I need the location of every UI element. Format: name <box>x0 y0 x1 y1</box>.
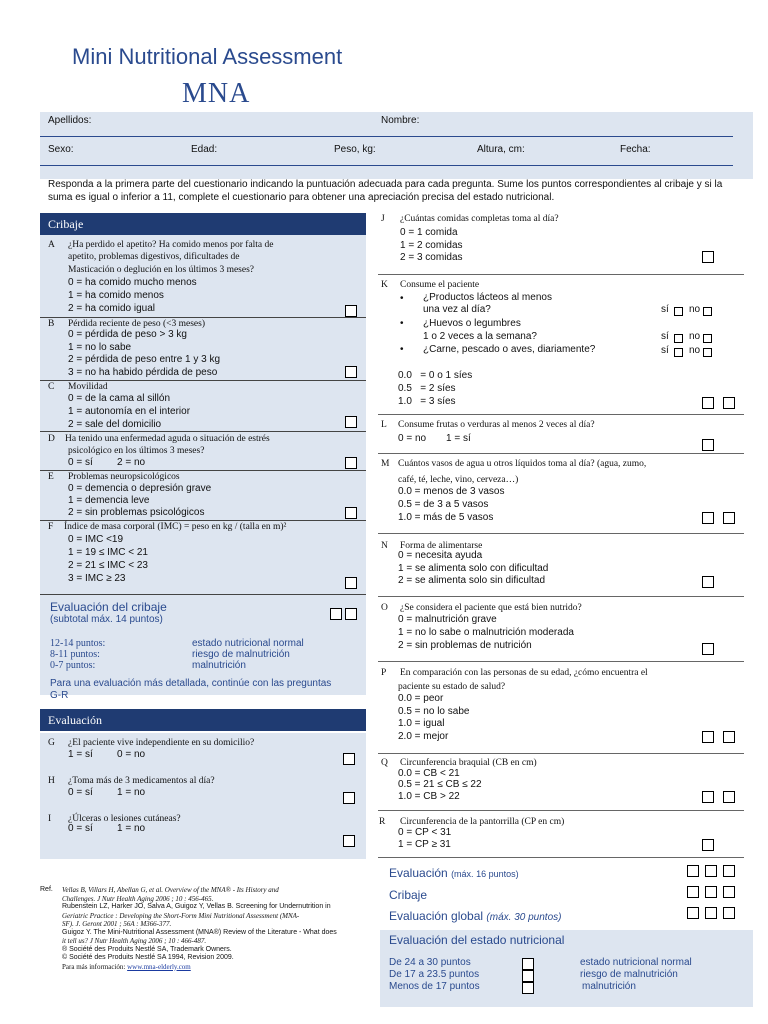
q-f-option-2: 2 = 21 ≤ IMC < 23 <box>68 560 148 571</box>
q-a-text-3: Masticación o deglución en los últimos 3 meses? <box>68 265 255 275</box>
cribaje-note-1: Para una evaluación más detallada, continúe con las preguntas <box>50 678 332 689</box>
edad-label: Edad: <box>191 144 218 155</box>
q-j-letter: J <box>381 214 385 224</box>
q-k-option-2: 1.0 = 3 síes <box>398 396 456 407</box>
q-g-option-1: 0 = no <box>117 749 146 760</box>
q-h-option-1: 1 = no <box>117 787 146 798</box>
eval-total-title: Evaluación <box>389 866 448 880</box>
q-j-option-0: 0 = 1 comida <box>400 227 458 238</box>
score-box-m-2[interactable] <box>723 512 735 524</box>
q-d-text-2: psicológico en los últimos 3 meses? <box>68 446 205 456</box>
score-box-q-1[interactable] <box>702 791 714 803</box>
estado-result-1: estado nutricional normal <box>580 957 692 968</box>
checkbox-k3-si[interactable] <box>674 348 683 357</box>
q-i-option-1: 1 = no <box>117 823 146 834</box>
score-box-cribaje-2[interactable] <box>345 608 357 620</box>
score-box-k-2[interactable] <box>723 397 735 409</box>
q-k-option-0: 0.0 = 0 o 1 síes <box>398 370 473 381</box>
estado-range-3: Menos de 17 puntos <box>389 981 480 992</box>
score-box-e[interactable] <box>345 507 357 519</box>
score-box-l[interactable] <box>702 439 714 451</box>
score-box-r[interactable] <box>702 839 714 851</box>
id-rule-2 <box>40 165 733 166</box>
score-box-g[interactable] <box>343 753 355 765</box>
q-b-option-0: 0 = pérdida de peso > 3 kg <box>68 329 187 340</box>
q-b-letter: B <box>48 319 55 329</box>
score-box-p-2[interactable] <box>723 731 735 743</box>
q-p-text-1: En comparación con las personas de su edad, ¿cómo encuentra el <box>400 668 648 678</box>
q-l-text: Consume frutas o verduras al menos 2 veces al día? <box>398 420 595 430</box>
q-c-option-2: 2 = sale del domicilio <box>68 419 162 430</box>
checkbox-k3-no[interactable] <box>703 348 712 357</box>
id-rule-1 <box>40 136 733 137</box>
q-c-letter: C <box>48 382 55 392</box>
q-k-item-1a: ¿Productos lácteos al menos <box>423 292 552 303</box>
checkbox-k2-si[interactable] <box>674 334 683 343</box>
q-m-option-2: 1.0 = más de 5 vasos <box>398 512 494 523</box>
q-q-option-0: 0.0 = CB < 21 <box>398 768 460 779</box>
q-b-option-2: 2 = pérdida de peso entre 1 y 3 kg <box>68 354 221 365</box>
score-box-a[interactable] <box>345 305 357 317</box>
q-e-option-2: 2 = sin problemas psicológicos <box>68 507 205 518</box>
q-o-text: ¿Se considera el paciente que está bien nutrido? <box>400 603 582 613</box>
checkbox-k1-no[interactable] <box>703 307 712 316</box>
q-g-letter: G <box>48 738 55 748</box>
estado-box-3[interactable] <box>522 982 534 994</box>
q-a-option-0: 0 = ha comido mucho menos <box>68 277 197 288</box>
q-h-letter: H <box>48 776 55 786</box>
cribaje-note-2: G-R <box>50 690 69 701</box>
evaluacion-header: Evaluación <box>40 709 366 731</box>
estado-result-3: malnutrición <box>582 981 636 992</box>
separator <box>378 661 744 662</box>
q-m-letter: M <box>381 459 390 469</box>
q-d-letter: D <box>48 434 55 444</box>
q-h-option-0: 0 = sí <box>68 787 93 798</box>
q-r-option-1: 1 = CP ≥ 31 <box>398 839 451 850</box>
q-f-text: Índice de masa corporal (IMC) = peso en kg / (talla en m)² <box>64 522 287 532</box>
q-l-letter: L <box>381 420 387 430</box>
q-a-text-1: ¿Ha perdido el apetito? Ha comido menos por falta de <box>68 240 274 250</box>
q-l-option-0: 0 = no <box>398 433 427 444</box>
cribaje-result-2: riesgo de malnutrición <box>192 649 290 660</box>
score-box-k-1[interactable] <box>702 397 714 409</box>
q-b-text: Pérdida reciente de peso (<3 meses) <box>68 319 205 329</box>
separator <box>378 453 744 454</box>
q-k-text: Consume el paciente <box>400 280 480 290</box>
score-box-d[interactable] <box>345 457 357 469</box>
separator <box>378 274 744 275</box>
ref-line-1: Vellas B, Villars H, Abellan G, et al. Overview of the MNA® - Its History and <box>62 886 279 894</box>
separator <box>378 857 744 858</box>
q-k-item-3: ¿Carne, pescado o aves, diariamente? <box>423 344 596 355</box>
total-global-box-3[interactable] <box>723 907 735 919</box>
eval-cribaje-title: Evaluación del cribaje <box>50 600 167 614</box>
cribaje-header: Cribaje <box>40 213 366 235</box>
estado-range-1: De 24 a 30 puntos <box>389 957 471 968</box>
q-l-option-1: 1 = sí <box>446 433 471 444</box>
estado-range-2: De 17 a 23.5 puntos <box>389 969 480 980</box>
global-total-max: (máx. 30 puntos) <box>486 912 562 923</box>
score-box-i[interactable] <box>343 835 355 847</box>
eval-cribaje-sub: (subtotal máx. 14 puntos) <box>50 614 163 625</box>
ref-line-6: Guigoz Y. The Mini-Nutritional Assessment (MNA®) Review of the Literature - What does <box>62 928 337 936</box>
total-eval-box-2[interactable] <box>705 865 717 877</box>
estado-title: Evaluación del estado nutricional <box>389 933 565 947</box>
ref-line-5: SF). J. Geront 2001 ; 56A : M366-377. <box>62 920 172 928</box>
ref-line-2: Challenges. J Nutr Health Aging 2006 ; 10 : 456-465. <box>62 894 214 903</box>
cribaje-range-3: 0-7 puntos: <box>50 660 96 671</box>
no-label: no <box>689 331 701 342</box>
q-p-text-2: paciente su estado de salud? <box>398 682 506 692</box>
q-e-option-1: 1 = demencia leve <box>68 495 150 506</box>
cribaje-range-1: 12-14 puntos: <box>50 638 106 649</box>
q-g-option-0: 1 = sí <box>68 749 93 760</box>
total-global-box-1[interactable] <box>687 907 699 919</box>
q-k-item-1b: una vez al día? <box>423 304 491 315</box>
score-box-c[interactable] <box>345 416 357 428</box>
score-box-p-1[interactable] <box>702 731 714 743</box>
q-f-option-3: 3 = IMC ≥ 23 <box>68 573 126 584</box>
q-o-option-2: 2 = sin problemas de nutrición <box>398 640 532 651</box>
total-eval-box-3[interactable] <box>723 865 735 877</box>
q-j-text: ¿Cuántas comidas completas toma al día? <box>400 214 559 224</box>
q-m-text-1: Cuántos vasos de agua u otros líquidos toma al día? (agua, zumo, <box>398 459 647 469</box>
apellidos-label: Apellidos: <box>48 115 92 126</box>
q-i-text: ¿Úlceras o lesiones cutáneas? <box>68 814 181 824</box>
q-j-option-2: 2 = 3 comidas <box>400 252 463 263</box>
eval-total-label <box>389 866 519 880</box>
score-box-o[interactable] <box>702 643 714 655</box>
cribaje-total-label: Cribaje <box>389 888 428 902</box>
global-total-title: Evaluación global <box>389 909 484 923</box>
separator <box>378 810 744 811</box>
q-p-option-1: 0.5 = no lo sabe <box>398 706 470 717</box>
q-b-option-1: 1 = no lo sabe <box>68 342 132 353</box>
q-k-item-2a: ¿Huevos o legumbres <box>423 318 521 329</box>
q-i-letter: I <box>48 814 52 824</box>
q-r-text: Circunferencia de la pantorrilla (CP en cm) <box>400 817 565 827</box>
refs-label: Ref. <box>40 886 53 893</box>
q-g-text: ¿El paciente vive independiente en su domicilio? <box>68 738 255 748</box>
ref-line-7: it tell us? J Nutr Health Aging 2006 ; 10 : 466-487. <box>62 937 207 945</box>
q-f-option-0: 0 = IMC <19 <box>68 534 124 545</box>
estado-result-2: riesgo de malnutrición <box>580 969 678 980</box>
total-cribaje-box-2[interactable] <box>705 886 717 898</box>
cribaje-result-3: malnutrición <box>192 660 246 671</box>
q-f-letter: F <box>48 522 54 532</box>
no-label: no <box>689 304 701 315</box>
q-e-letter: E <box>48 472 54 482</box>
q-a-text-2: apetito, problemas digestivos, dificultades de <box>68 252 240 262</box>
mna-website-link[interactable]: www.mna-elderly.com <box>127 962 191 971</box>
q-d-option-1: 2 = no <box>117 457 146 468</box>
q-n-letter: N <box>381 541 388 551</box>
q-n-option-1: 1 = se alimenta solo con dificultad <box>398 563 549 574</box>
separator <box>40 594 366 595</box>
q-n-option-2: 2 = se alimenta solo sin dificultad <box>398 575 546 586</box>
q-o-option-1: 1 = no lo sabe o malnutrición moderada <box>398 627 574 638</box>
form-title: Mini Nutritional Assessment <box>72 44 343 69</box>
ref-line-3: Rubenstein LZ, Harker JO, Salva A, Guigoz Y, Vellas B. Screening for Undernutrition in <box>62 903 331 910</box>
q-h-text: ¿Toma más de 3 medicamentos al día? <box>68 776 215 786</box>
q-c-option-0: 0 = de la cama al sillón <box>68 393 171 404</box>
q-a-option-1: 1 = ha comido menos <box>68 290 164 301</box>
score-box-cribaje-1[interactable] <box>330 608 342 620</box>
q-p-letter: P <box>381 668 387 678</box>
q-p-option-3: 2.0 = mejor <box>398 731 449 742</box>
q-c-option-1: 1 = autonomía en el interior <box>68 406 191 417</box>
altura-label: Altura, cm: <box>477 144 525 155</box>
q-k-item-2b: 1 o 2 veces a la semana? <box>423 331 537 342</box>
cribaje-result-1: estado nutricional normal <box>192 638 304 649</box>
total-cribaje-box-3[interactable] <box>723 886 735 898</box>
q-q-option-2: 1.0 = CB > 22 <box>398 791 460 802</box>
q-n-text: Forma de alimentarse <box>400 541 483 551</box>
bullet: • <box>400 344 404 355</box>
q-i-option-0: 0 = sí <box>68 823 93 834</box>
score-box-h[interactable] <box>343 792 355 804</box>
estado-box-2[interactable] <box>522 970 534 982</box>
global-total-label <box>389 909 561 923</box>
q-m-option-1: 0.5 = de 3 a 5 vasos <box>398 499 489 510</box>
bullet: • <box>400 293 404 304</box>
score-box-f[interactable] <box>345 577 357 589</box>
q-k-letter: K <box>381 280 388 290</box>
peso-label: Peso, kg: <box>334 144 376 155</box>
q-q-text: Circunferencia braquial (CB en cm) <box>400 758 537 768</box>
total-eval-box-1[interactable] <box>687 865 699 877</box>
cribaje-range-2: 8-11 puntos: <box>50 649 100 660</box>
ref-more-info: Para más información: <box>62 962 126 971</box>
form-subtitle: MNA <box>182 78 251 109</box>
instructions: Responda a la primera parte del cuestionario indicando la puntuación adecuada para cada pregunta. Sume los puntos correspondientes al cribaje y si la suma es igual o inferior a 11, complete el cuestionario para obtener una apreciación precisa del estado nutricional. <box>48 179 723 203</box>
ref-line-8: ® Société des Produits Nestlé SA, Trademark Owners. <box>62 945 232 953</box>
q-m-option-0: 0.0 = menos de 3 vasos <box>398 486 505 497</box>
q-r-letter: R <box>379 817 386 827</box>
q-b-option-3: 3 = no ha habido pérdida de peso <box>68 367 218 378</box>
q-a-option-2: 2 = ha comido igual <box>68 303 156 314</box>
q-j-option-1: 1 = 2 comidas <box>400 240 463 251</box>
checkbox-k2-no[interactable] <box>703 334 712 343</box>
q-p-option-0: 0.0 = peor <box>398 693 444 704</box>
separator <box>378 753 744 754</box>
q-e-option-0: 0 = demencia o depresión grave <box>68 483 212 494</box>
q-f-option-1: 1 = 19 ≤ IMC < 21 <box>68 547 148 558</box>
fecha-label: Fecha: <box>620 144 651 155</box>
q-o-option-0: 0 = malnutrición grave <box>398 614 497 625</box>
bullet: • <box>400 318 404 329</box>
q-a-letter: A <box>48 240 55 250</box>
yes-label: sí <box>661 304 669 315</box>
separator <box>378 533 744 534</box>
q-p-option-2: 1.0 = igual <box>398 718 445 729</box>
q-q-option-1: 0.5 = 21 ≤ CB ≤ 22 <box>398 779 482 790</box>
no-label: no <box>689 345 701 356</box>
separator <box>378 414 744 415</box>
score-box-q-2[interactable] <box>723 791 735 803</box>
ref-line-9: © Société des Produits Nestlé SA 1994, Revision 2009. <box>62 954 234 961</box>
q-e-text: Problemas neuropsicológicos <box>68 472 180 482</box>
ref-line-4: Geriatric Practice : Developing the Short-Form Mini Nutritional Assessment (MNA- <box>62 911 300 920</box>
q-k-option-1: 0.5 = 2 síes <box>398 383 456 394</box>
separator <box>40 431 366 432</box>
q-n-option-0: 0 = necesita ayuda <box>398 550 483 561</box>
score-box-j[interactable] <box>702 251 714 263</box>
q-c-text: Movilidad <box>68 382 108 392</box>
score-box-m-1[interactable] <box>702 512 714 524</box>
q-m-text-2: café, té, leche, vino, cerveza…) <box>398 475 519 485</box>
q-d-option-0: 0 = sí <box>68 457 93 468</box>
q-q-letter: Q <box>381 758 388 768</box>
checkbox-k1-si[interactable] <box>674 307 683 316</box>
yes-label: sí <box>661 345 669 356</box>
estado-box-1[interactable] <box>522 958 534 970</box>
total-global-box-2[interactable] <box>705 907 717 919</box>
nombre-label: Nombre: <box>381 115 420 126</box>
score-box-n[interactable] <box>702 576 714 588</box>
score-box-b[interactable] <box>345 366 357 378</box>
total-cribaje-box-1[interactable] <box>687 886 699 898</box>
q-o-letter: O <box>381 603 388 613</box>
separator <box>378 596 744 597</box>
eval-total-max: (máx. 16 puntos) <box>451 869 519 879</box>
yes-label: sí <box>661 331 669 342</box>
q-d-text-1: Ha tenido una enfermedad aguda o situación de estrés <box>65 434 270 444</box>
sexo-label: Sexo: <box>48 144 74 155</box>
q-r-option-0: 0 = CP < 31 <box>398 827 452 838</box>
